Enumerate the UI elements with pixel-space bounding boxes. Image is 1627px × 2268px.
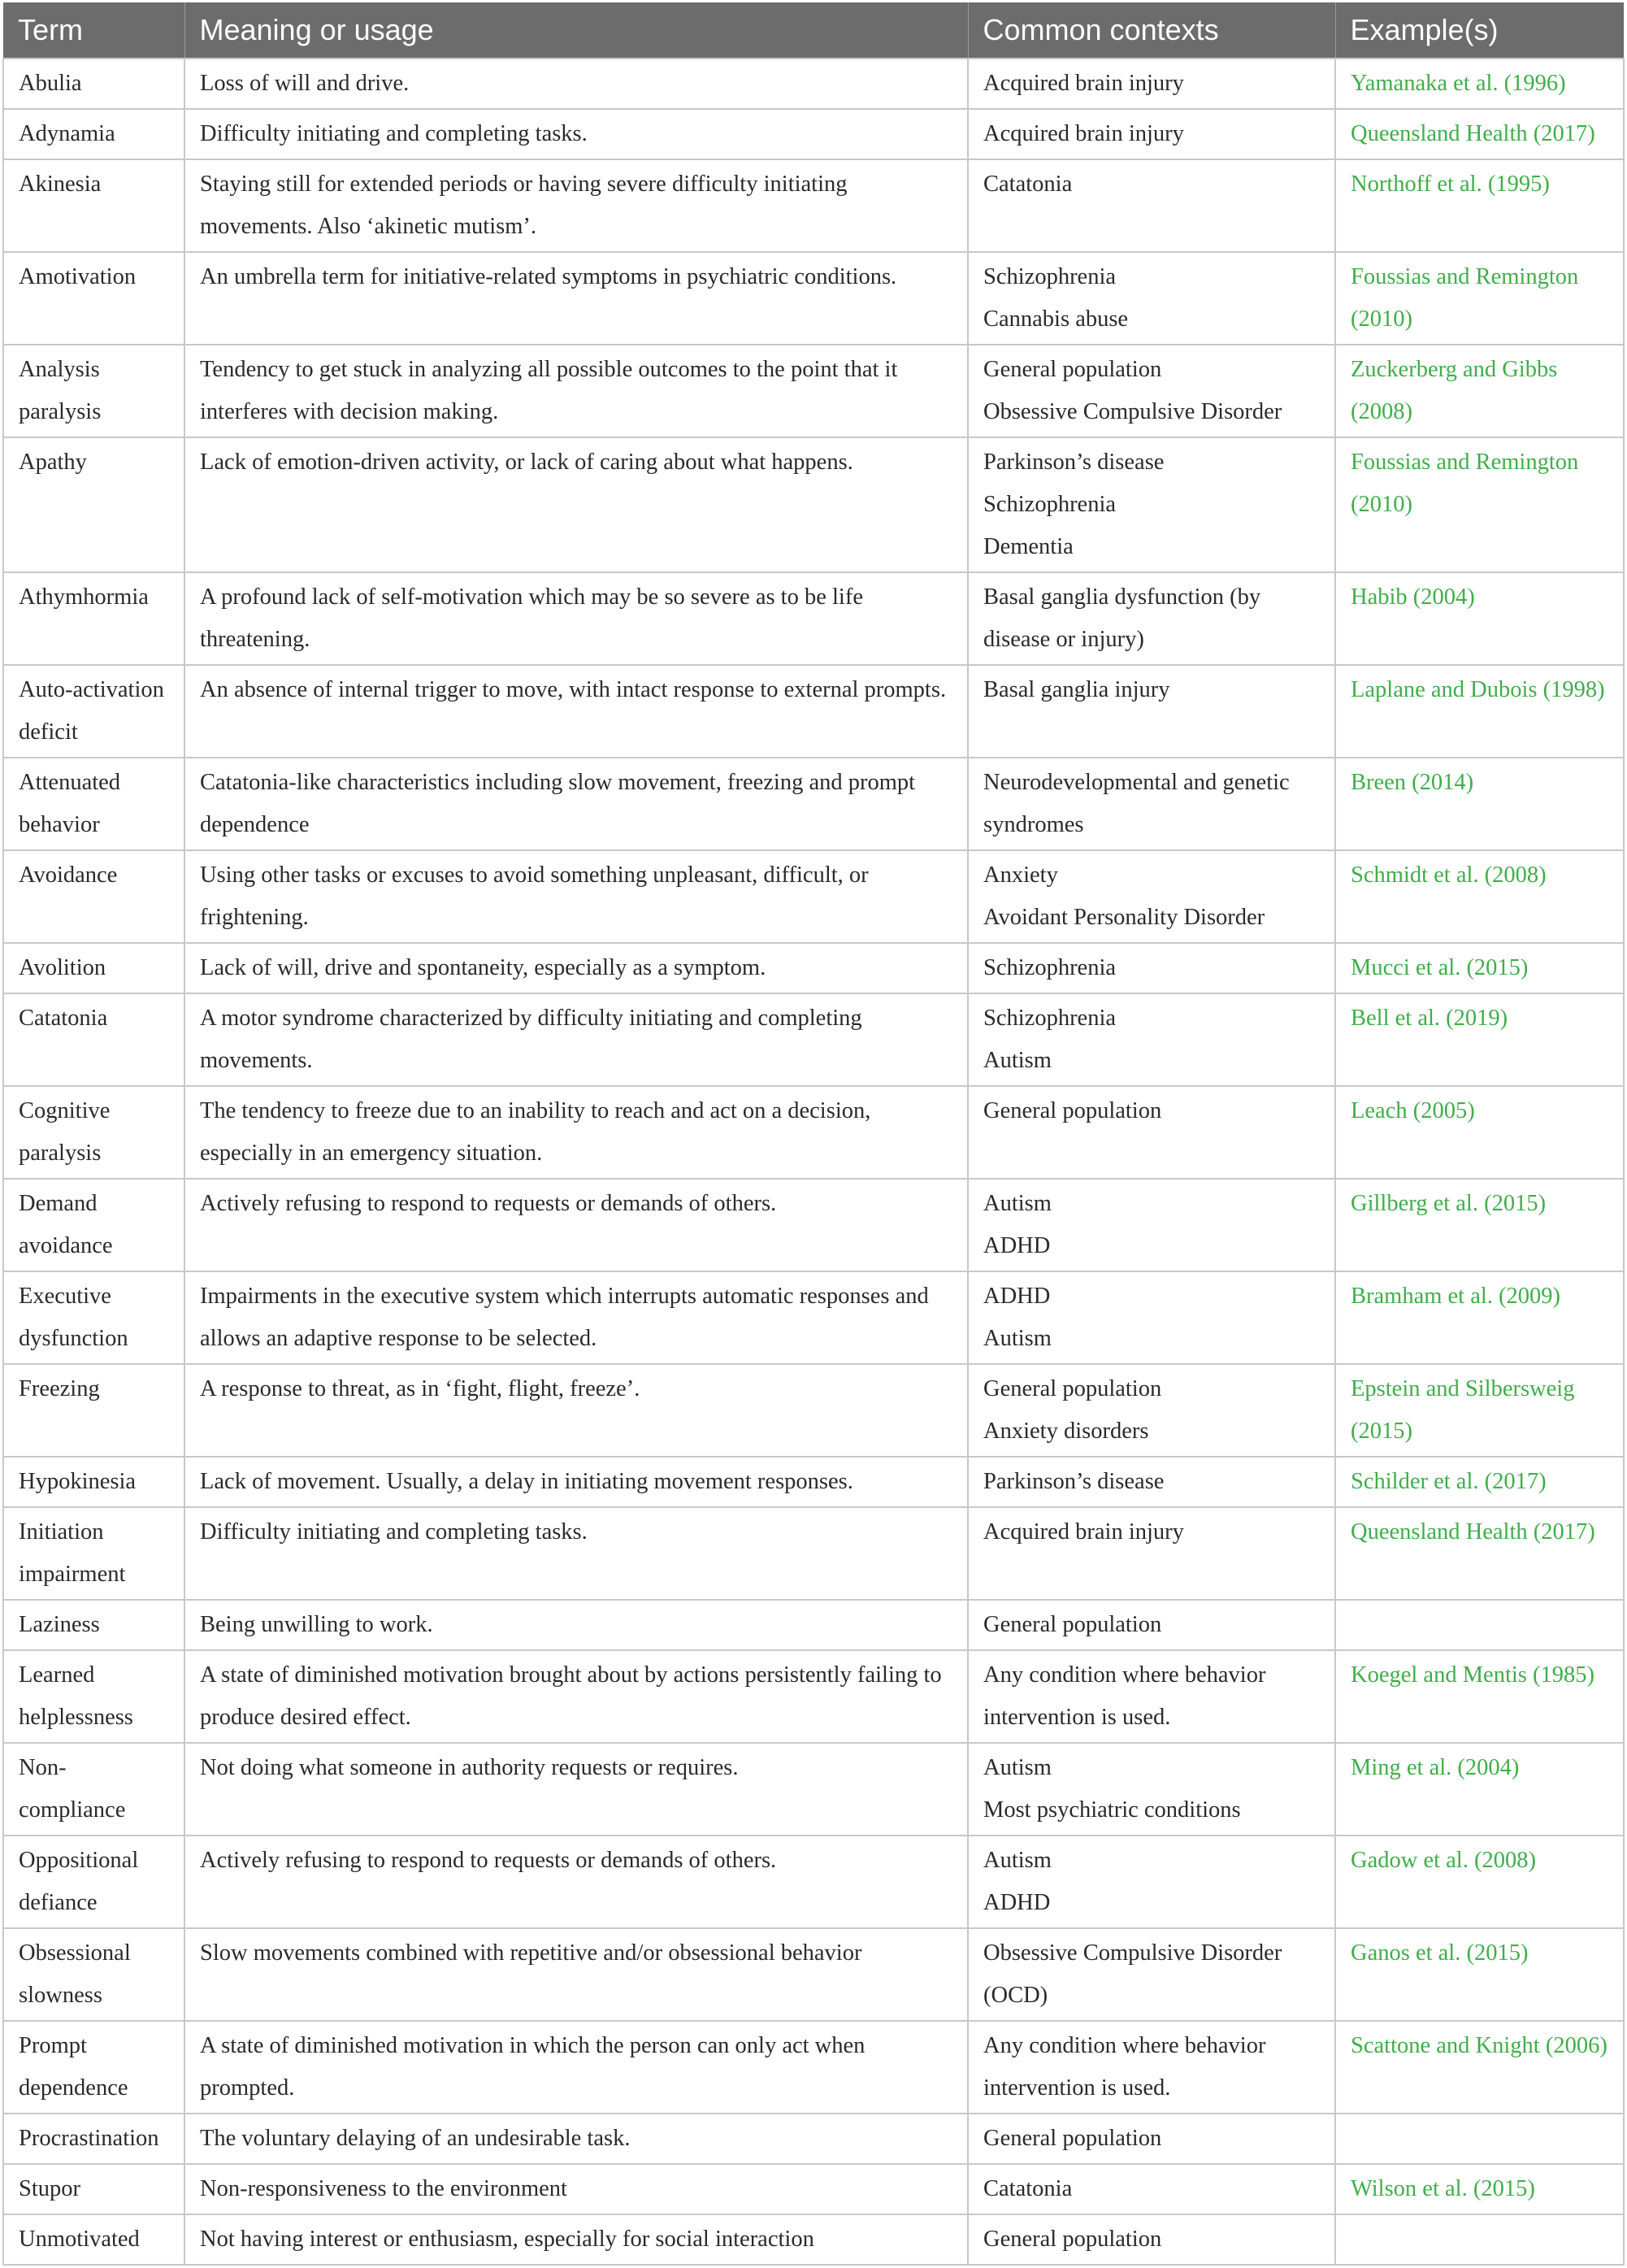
term-cell: Non-compliance [3,1743,184,1836]
table-row [3,2164,1624,2214]
meaning-cell: Difficulty initiating and completing tasks. [184,1507,968,1600]
meaning-cell: An umbrella term for initiative-related symptoms in psychiatric conditions. [184,252,968,345]
context-item: ADHD [983,1890,1051,1915]
contexts-cell [968,665,1335,758]
contexts-cell [968,1364,1335,1457]
context-item: General population [983,1612,1162,1637]
table-row [3,1271,1624,1364]
table-header [3,2,1624,59]
example-reference-link[interactable]: Wilson et al. (2015) [1335,2164,1624,2214]
header-examples: Example(s) [1335,2,1624,59]
context-item: Dementia [983,534,1074,559]
term-cell: Adynamia [3,109,184,159]
context-item: Acquired brain injury [983,71,1184,96]
table-row [3,159,1624,252]
contexts-cell [968,2164,1335,2214]
meaning-cell: Impairments in the executive system which interrupts automatic responses and allows an adaptive response to be selected. [184,1271,968,1364]
contexts-cell [968,2114,1335,2164]
table-row [3,345,1624,437]
context-item: Parkinson’s disease [983,1469,1165,1494]
terms-table [2,2,1625,2266]
term-cell: Avoidance [3,850,184,943]
table-row [3,1743,1624,1836]
context-item: Autism [983,1048,1052,1073]
context-item: General population [983,1376,1162,1401]
table-row [3,1600,1624,1650]
example-reference-link[interactable]: Breen (2014) [1335,758,1624,850]
term-cell: Laziness [3,1600,184,1650]
term-cell: Initiation impairment [3,1507,184,1600]
term-cell: Demand avoidance [3,1179,184,1271]
contexts-cell [968,943,1335,993]
example-reference-link[interactable]: Foussias and Remington (2010) [1335,437,1624,572]
context-item: Autism [983,1326,1052,1351]
term-cell: Oppositional defiance [3,1836,184,1928]
header-contexts: Common contexts [968,2,1335,59]
meaning-cell: Slow movements combined with repetitive and/or obsessional behavior [184,1928,968,2021]
meaning-cell: A state of diminished motivation in which the person can only act when prompted. [184,2021,968,2114]
table-row [3,993,1624,1086]
contexts-cell [968,252,1335,345]
table-row [3,943,1624,993]
term-cell: Athymhormia [3,572,184,665]
context-item: Schizophrenia [983,1006,1117,1031]
example-reference-link[interactable]: Habib (2004) [1335,572,1624,665]
term-cell: Obsessional slowness [3,1928,184,2021]
context-item: Basal ganglia dysfunction (by disease or injury) [983,584,1261,652]
meaning-cell: The voluntary delaying of an undesirable task. [184,2114,968,2164]
table-row [3,2114,1624,2164]
example-reference-link [1335,1600,1624,1650]
table-row [3,1086,1624,1179]
meaning-cell: A motor syndrome characterized by difficulty initiating and completing movements. [184,993,968,1086]
meaning-cell: Using other tasks or excuses to avoid something unpleasant, difficult, or frightening. [184,850,968,943]
term-cell: Akinesia [3,159,184,252]
term-cell: Unmotivated [3,2214,184,2265]
context-item: Autism [983,1848,1052,1873]
example-reference-link[interactable]: Queensland Health (2017) [1335,1507,1624,1600]
meaning-cell: Not doing what someone in authority requests or requires. [184,1743,968,1836]
term-cell: Apathy [3,437,184,572]
example-reference-link[interactable]: Koegel and Mentis (1985) [1335,1650,1624,1743]
context-item: Anxiety [983,862,1058,888]
contexts-cell [968,1507,1335,1600]
meaning-cell: A response to threat, as in ‘fight, flight, freeze’. [184,1364,968,1457]
term-cell: Auto-activation deficit [3,665,184,758]
contexts-cell [968,572,1335,665]
term-cell: Executive dysfunction [3,1271,184,1364]
contexts-cell [968,1086,1335,1179]
context-item: Schizophrenia [983,264,1117,289]
contexts-cell [968,850,1335,943]
contexts-cell [968,1743,1335,1836]
example-reference-link[interactable]: Laplane and Dubois (1998) [1335,665,1624,758]
meaning-cell: Being unwilling to work. [184,1600,968,1650]
contexts-cell [968,159,1335,252]
term-cell: Abulia [3,59,184,109]
table-row [3,1179,1624,1271]
context-item: Any condition where behavior intervention is used. [983,1662,1266,1730]
context-item: Most psychiatric conditions [983,1797,1241,1823]
term-cell: Catatonia [3,993,184,1086]
context-item: Acquired brain injury [983,1519,1184,1545]
context-item: Catatonia [983,172,1073,197]
table-row [3,1836,1624,1928]
table-row [3,2021,1624,2114]
contexts-cell [968,109,1335,159]
terms-table-container [2,2,1623,2266]
term-cell: Analysis paralysis [3,345,184,437]
example-reference-link[interactable]: Ming et al. (2004) [1335,1743,1624,1836]
context-item: Cannabis abuse [983,306,1129,332]
table-row [3,665,1624,758]
meaning-cell: Loss of will and drive. [184,59,968,109]
table-row [3,1364,1624,1457]
context-item: Avoidant Personality Disorder [983,905,1265,930]
contexts-cell [968,758,1335,850]
context-item: Acquired brain injury [983,121,1184,146]
context-item: Autism [983,1191,1052,1216]
table-row [3,59,1624,109]
header-meaning: Meaning or usage [184,2,968,59]
contexts-cell [968,993,1335,1086]
example-reference-link[interactable]: Foussias and Remington (2010) [1335,252,1624,345]
table-row [3,758,1624,850]
meaning-cell: Non-responsiveness to the environment [184,2164,968,2214]
meaning-cell: Difficulty initiating and completing tasks. [184,109,968,159]
table-row [3,572,1624,665]
contexts-cell [968,1836,1335,1928]
meaning-cell: Actively refusing to respond to requests or demands of others. [184,1179,968,1271]
contexts-cell [968,1928,1335,2021]
example-reference-link [1335,2114,1624,2164]
table-row [3,109,1624,159]
example-reference-link[interactable]: Scattone and Knight (2006) [1335,2021,1624,2114]
meaning-cell: Lack of movement. Usually, a delay in initiating movement responses. [184,1457,968,1507]
context-item: ADHD [983,1284,1051,1309]
contexts-cell [968,2214,1335,2265]
term-cell: Learned helplessness [3,1650,184,1743]
example-reference-link[interactable]: Ganos et al. (2015) [1335,1928,1624,2021]
contexts-cell [968,2021,1335,2114]
example-reference-link[interactable]: Epstein and Silbersweig (2015) [1335,1364,1624,1457]
meaning-cell: A state of diminished motivation brought about by actions persistently failing to produce desired effect. [184,1650,968,1743]
example-reference-link[interactable]: Gillberg et al. (2015) [1335,1179,1624,1271]
meaning-cell: Not having interest or enthusiasm, especially for social interaction [184,2214,968,2265]
example-reference-link[interactable]: Bramham et al. (2009) [1335,1271,1624,1364]
context-item: Autism [983,1755,1052,1780]
meaning-cell: Lack of will, drive and spontaneity, especially as a symptom. [184,943,968,993]
contexts-cell [968,345,1335,437]
context-item: Basal ganglia injury [983,677,1170,702]
context-item: General population [983,2227,1162,2252]
example-reference-link[interactable]: Yamanaka et al. (1996) [1335,59,1624,109]
context-item: Any condition where behavior intervention is used. [983,2033,1266,2101]
example-reference-link[interactable]: Mucci et al. (2015) [1335,943,1624,993]
context-item: General population [983,357,1162,382]
meaning-cell: A profound lack of self-motivation which may be so severe as to be life threatening. [184,572,968,665]
contexts-cell [968,1600,1335,1650]
header-row [3,2,1624,59]
contexts-cell [968,437,1335,572]
meaning-cell: Tendency to get stuck in analyzing all possible outcomes to the point that it interferes with decision making. [184,345,968,437]
context-item: ADHD [983,1233,1051,1258]
term-cell: Cognitive paralysis [3,1086,184,1179]
context-item: Schizophrenia [983,492,1117,517]
table-row [3,1928,1624,2021]
meaning-cell: Catatonia-like characteristics including slow movement, freezing and prompt dependence [184,758,968,850]
example-reference-link[interactable]: Schilder et al. (2017) [1335,1457,1624,1507]
table-row [3,850,1624,943]
example-reference-link[interactable]: Leach (2005) [1335,1086,1624,1179]
context-item: General population [983,1098,1162,1123]
example-reference-link [1335,2214,1624,2265]
table-body [3,59,1624,2265]
term-cell: Attenuated behavior [3,758,184,850]
meaning-cell: Lack of emotion-driven activity, or lack of caring about what happens. [184,437,968,572]
term-cell: Procrastination [3,2114,184,2164]
table-row [3,1650,1624,1743]
example-reference-link[interactable]: Bell et al. (2019) [1335,993,1624,1086]
context-item: Obsessive Compulsive Disorder [983,399,1282,424]
table-row [3,2214,1624,2265]
term-cell: Stupor [3,2164,184,2214]
term-cell: Freezing [3,1364,184,1457]
context-item: Catatonia [983,2176,1073,2201]
context-item: Anxiety disorders [983,1419,1149,1444]
table-row [3,252,1624,345]
table-row [3,437,1624,572]
example-reference-link[interactable]: Schmidt et al. (2008) [1335,850,1624,943]
contexts-cell [968,1179,1335,1271]
contexts-cell [968,1457,1335,1507]
context-item: Schizophrenia [983,955,1117,980]
term-cell: Avolition [3,943,184,993]
context-item: Neurodevelopmental and genetic syndromes [983,770,1290,837]
context-item: Parkinson’s disease [983,450,1165,475]
table-row [3,1507,1624,1600]
meaning-cell: An absence of internal trigger to move, with intact response to external prompts. [184,665,968,758]
context-item: Obsessive Compulsive Disorder (OCD) [983,1940,1282,2008]
context-item: General population [983,2126,1162,2151]
contexts-cell [968,59,1335,109]
header-term: Term [3,2,184,59]
example-reference-link[interactable]: Queensland Health (2017) [1335,109,1624,159]
example-reference-link[interactable]: Zuckerberg and Gibbs (2008) [1335,345,1624,437]
meaning-cell: Staying still for extended periods or having severe difficulty initiating movements. Also ‘akinetic mutism’. [184,159,968,252]
example-reference-link[interactable]: Gadow et al. (2008) [1335,1836,1624,1928]
term-cell: Hypokinesia [3,1457,184,1507]
term-cell: Prompt dependence [3,2021,184,2114]
contexts-cell [968,1271,1335,1364]
contexts-cell [968,1650,1335,1743]
table-row [3,1457,1624,1507]
meaning-cell: The tendency to freeze due to an inability to reach and act on a decision, especially in an emergency situation. [184,1086,968,1179]
term-cell: Amotivation [3,252,184,345]
example-reference-link[interactable]: Northoff et al. (1995) [1335,159,1624,252]
meaning-cell: Actively refusing to respond to requests or demands of others. [184,1836,968,1928]
